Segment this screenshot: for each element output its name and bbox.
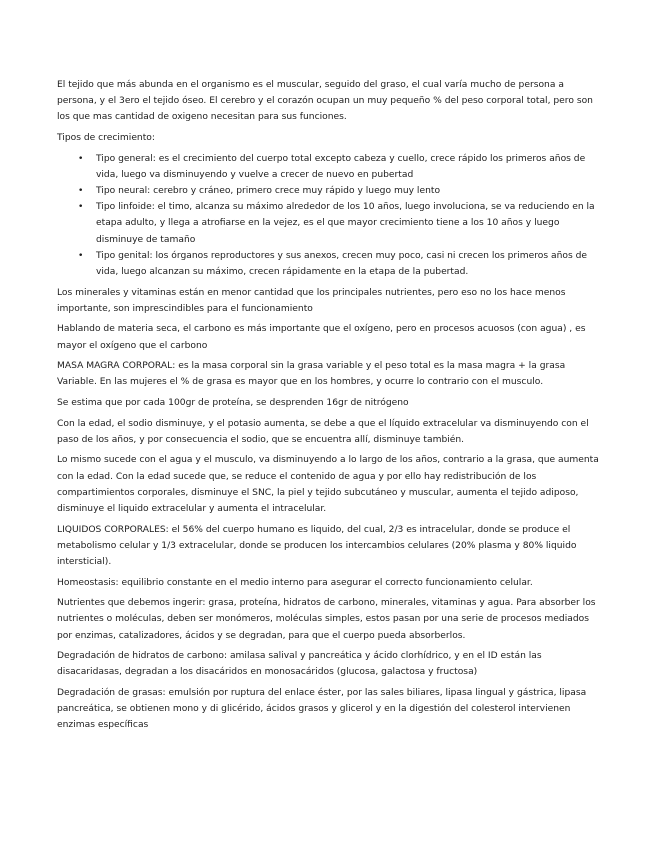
- paragraph-agua-musculo: Lo mismo sucede con el agua y el musculo, va disminuyendo a lo largo de los años, contrario a la grasa, que aumenta con la edad. Con la edad sucede que, se reduce el contenido de agua y por ello hay redistribución de los compartimientos corporales, disminuye el SNC, la piel y tejido subcutáneo y muscular, aumenta el tejido adiposo, disminuye el liquido extracelular y aumenta el intracelular.: [57, 455, 599, 514]
- list-item-tipo-general: [57, 151, 603, 183]
- paragraph-sodio-potasio: Con la edad, el sodio disminuye, y el potasio aumenta, se debe a que el líquido extracelular va disminuyendo con el paso de los años, y por consecuencia el sodio, que se encuentra allí, disminuye también.: [57, 418, 589, 445]
- paragraph-homeostasis: Homeostasis: equilibrio constante en el medio interno para asegurar el correcto funcionamiento celular.: [57, 577, 533, 588]
- list-item-text: Tipo general: es el crecimiento del cuerpo total excepto cabeza y cuello, crece rápido los primeros años de vida, luego va disminuyendo y vuelve a crecer de nuevo en pubertad: [96, 153, 586, 180]
- document-page: [57, 77, 603, 738]
- bullet-icon: •: [78, 250, 84, 261]
- paragraph-liquidos-corporales: LIQUIDOS CORPORALES: el 56% del cuerpo humano es liquido, del cual, 2/3 es intracelular, donde se produce el metabolismo celular y 1/3 extracelular, donde se producen los intercambios celulares (20% plasma y 80% liquido intersticial).: [57, 524, 577, 567]
- paragraph-nutrientes: Nutrientes que debemos ingerir: grasa, proteína, hidratos de carbono, minerales, vitaminas y agua. Para absorber los nutrientes o moléculas, deben ser monómeros, moléculas simples, estos pasan por una serie de procesos mediados por enzimas, catalizadores, ácidos y se degradan, para que el cuerpo pueda absorberlos.: [57, 598, 596, 641]
- list-item-text: Tipo neural: cerebro y cráneo, primero crece muy rápido y luego muy lento: [96, 186, 441, 196]
- paragraph-tipos-crecimiento-heading: Tipos de crecimiento:: [57, 133, 155, 143]
- list-item-tipo-genital: [57, 248, 603, 280]
- paragraph-tejidos: El tejido que más abunda en el organismo es el muscular, seguido del graso, el cual varía mucho de persona a persona, y el 3ero el tejido óseo. El cerebro y el corazón ocupan un muy pequeño % del peso corporal total, pero son los que mas cantidad de oxigeno necesitan para sus funciones.: [57, 80, 593, 123]
- paragraph-proteina-nitrogeno: Se estima que por cada 100gr de proteína, se desprenden 16gr de nitrógeno: [57, 398, 409, 408]
- list-item-tipo-neural: [57, 183, 603, 199]
- list-item-tipo-linfoide: [57, 199, 603, 248]
- list-item-text: Tipo genital: los órganos reproductores y sus anexos, crecen muy poco, casi ni crecen los primeros años de vida, luego alcanzan su máximo, crecen rápidamente en la etapa de la pubertad.: [96, 250, 588, 278]
- list-item-text: Tipo linfoide: el timo, alcanza su máximo alrededor de los 10 años, luego involuciona, se va reduciendo en la etapa adulto, y llega a atrofiarse en la vejez, es el que mayor crecimiento tiene a los 10 años y luego disminuye de tamaño: [96, 202, 595, 245]
- paragraph-masa-magra: MASA MAGRA CORPORAL: es la masa corporal sin la grasa variable y el peso total es la masa magra + la grasa Variable. En las mujeres el % de grasa es mayor que en los hombres, y ocurre lo contrario con el musculo.: [57, 361, 566, 388]
- bullet-icon: •: [78, 186, 84, 196]
- growth-types-list: [57, 151, 603, 281]
- bullet-icon: •: [78, 202, 84, 213]
- paragraph-degradacion-grasas: Degradación de grasas: emulsión por ruptura del enlace éster, por las sales biliares, lipasa lingual y gástrica, lipasa pancreática, se obtienen mono y di glicérido, ácidos grasos y glicerol y en la digestión del colesterol intervienen enzimas específicas: [57, 687, 587, 731]
- paragraph-degradacion-hidratos: Degradación de hidratos de carbono: amilasa salival y pancreática y ácido clorhídrico, y en el ID están las disacaridasas, degradan a los disacáridos en monosacáridos (glucosa, galactosa y fructosa): [57, 651, 542, 678]
- paragraph-materia-seca: Hablando de materia seca, el carbono es más importante que el oxígeno, pero en procesos acuosos (con agua) , es mayor el oxígeno que el carbono: [57, 324, 586, 351]
- paragraph-minerales-vitaminas: Los minerales y vitaminas están en menor cantidad que los principales nutrientes, pero eso no los hace menos importante, son imprescindibles para el funcionamiento: [57, 287, 566, 314]
- bullet-icon: •: [78, 153, 84, 164]
